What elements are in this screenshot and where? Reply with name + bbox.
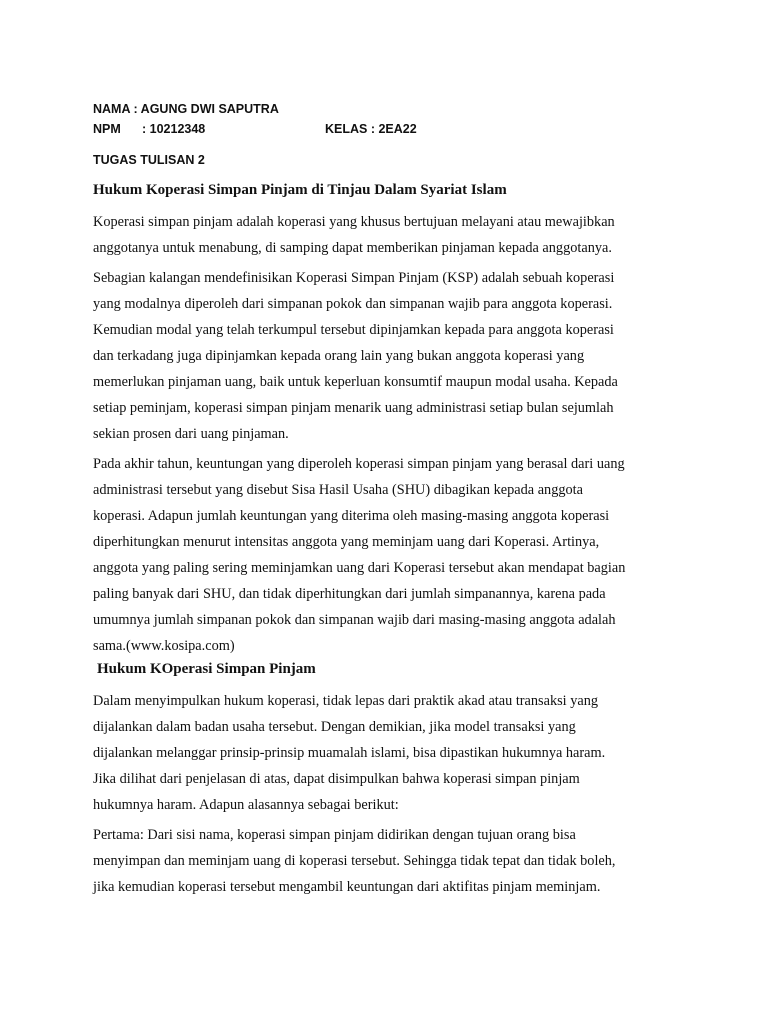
paragraph-line: Sebagian kalangan mendefinisikan Koperasi Simpan Pinjam (KSP) adalah sebuah koperasi <box>93 270 615 286</box>
paragraph-line: paling banyak dari SHU, dan tidak diperhitungkan dari jumlah simpanannya, karena pada <box>93 586 606 602</box>
student-name: NAMA : AGUNG DWI SAPUTRA <box>93 102 279 116</box>
paragraph-line: koperasi. Adapun jumlah keuntungan yang diterima oleh masing-masing anggota koperasi <box>93 508 610 524</box>
assignment-title: TUGAS TULISAN 2 <box>93 153 205 167</box>
paragraph-line: menyimpan dan meminjam uang di koperasi tersebut. Sehingga tidak tepat dan tidak boleh, <box>93 853 616 869</box>
paragraph-line: administrasi tersebut yang disebut Sisa Hasil Usaha (SHU) dibagikan kepada anggota <box>93 482 583 498</box>
paragraph-line: sama.(www.kosipa.com) <box>93 638 235 654</box>
document-title: Hukum Koperasi Simpan Pinjam di Tinjau Dalam Syariat Islam <box>93 182 507 198</box>
paragraph-line: Pada akhir tahun, keuntungan yang diperoleh koperasi simpan pinjam yang berasal dari uang <box>93 456 625 472</box>
paragraph-line: hukumnya haram. Adapun alasannya sebagai berikut: <box>93 797 399 813</box>
section-heading: Hukum KOperasi Simpan Pinjam <box>97 661 316 677</box>
paragraph-line: dijalankan dalam badan usaha tersebut. Dengan demikian, jika model transaksi yang <box>93 719 576 735</box>
paragraph-line: anggotanya untuk menabung, di samping dapat memberikan pinjaman kepada anggotanya. <box>93 240 612 256</box>
class-info: KELAS : 2EA22 <box>325 122 417 136</box>
paragraph-line: Pertama: Dari sisi nama, koperasi simpan pinjam didirikan dengan tujuan orang bisa <box>93 827 576 843</box>
npm-label: NPM <box>93 122 121 136</box>
paragraph-line: dijalankan melanggar prinsip-prinsip muamalah islami, bisa dipastikan hukumnya haram. <box>93 745 606 761</box>
paragraph-line: Dalam menyimpulkan hukum koperasi, tidak lepas dari praktik akad atau transaksi yang <box>93 693 599 709</box>
paragraph-line: yang modalnya diperoleh dari simpanan pokok dan simpanan wajib para anggota koperasi. <box>93 296 613 312</box>
paragraph-line: Jika dilihat dari penjelasan di atas, dapat disimpulkan bahwa koperasi simpan pinjam <box>93 771 580 787</box>
paragraph-line: sekian prosen dari uang pinjaman. <box>93 426 289 442</box>
paragraph-line: anggota yang paling sering meminjamkan uang dari Koperasi tersebut akan mendapat bagian <box>93 560 626 576</box>
paragraph-line: Koperasi simpan pinjam adalah koperasi yang khusus bertujuan melayani atau mewajibkan <box>93 214 615 230</box>
npm-value: : 10212348 <box>142 122 206 136</box>
paragraph-line: jika kemudian koperasi tersebut mengambil keuntungan dari aktifitas pinjam meminjam. <box>93 879 601 895</box>
paragraph-line: dan terkadang juga dipinjamkan kepada orang lain yang bukan anggota koperasi yang <box>93 348 585 364</box>
paragraph-line: setiap peminjam, koperasi simpan pinjam menarik uang administrasi setiap bulan sejumlah <box>93 400 614 416</box>
paragraph-line: Kemudian modal yang telah terkumpul tersebut dipinjamkan kepada para anggota koperasi <box>93 322 614 338</box>
paragraph-line: diperhitungkan menurut intensitas anggota yang meminjam uang dari Koperasi. Artinya, <box>93 534 600 550</box>
paragraph-line: memerlukan pinjaman uang, baik untuk keperluan konsumtif maupun modal usaha. Kepada <box>93 374 618 390</box>
paragraph-line: umumnya jumlah simpanan pokok dan simpanan wajib dari masing-masing anggota adalah <box>93 612 616 628</box>
